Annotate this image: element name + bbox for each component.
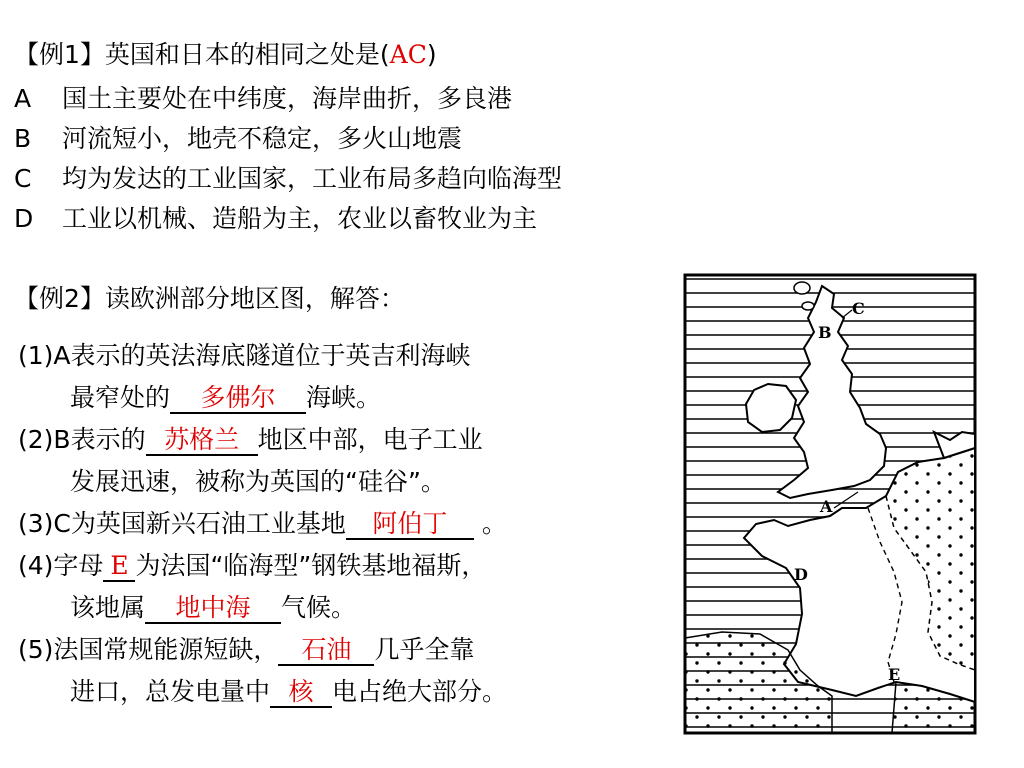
option-letter: C: [14, 164, 32, 193]
q5-prefix: (5): [18, 635, 54, 664]
ex2-q3: [18, 506, 507, 542]
q3-post: 。: [473, 509, 507, 538]
q5-line2-post: 电占绝大部分。: [332, 677, 508, 706]
q4-prefix: (4): [18, 551, 54, 580]
q5-pre: 法国常规能源短缺，: [53, 635, 279, 664]
ex2-q5-line1: [18, 632, 474, 668]
option-text: 工业以机械、造船为主，农业以畜牧业为主: [62, 204, 538, 233]
map-label-a: A: [820, 497, 833, 516]
q3-prefix: (3): [18, 509, 54, 538]
q3-pre: C为英国新兴石油工业基地: [53, 509, 346, 538]
option-letter: B: [14, 124, 32, 153]
q5-line2-pre: 进口，总发电量中: [70, 677, 271, 706]
q1-answer: 多佛尔: [170, 384, 306, 414]
option-letter: D: [14, 204, 34, 233]
ex1-option-a: [14, 82, 512, 116]
q5-post: 几乎全靠: [374, 635, 475, 664]
ex2-q2-line1: [18, 422, 483, 458]
ex2-q2-line2: 发展迅速，被称为英国的“硅谷”。: [70, 467, 446, 496]
ex1-option-c: [14, 162, 562, 196]
ex1-option-b: [14, 122, 462, 156]
map-label-d: D: [794, 565, 808, 584]
q5-answer: 石油: [278, 636, 374, 666]
map-label-e: E: [888, 665, 901, 684]
q4-post: 为法国“临海型”钢铁基地福斯，: [135, 551, 487, 580]
q3-answer: 阿伯丁: [346, 510, 474, 540]
q4-answer: E: [103, 552, 135, 582]
ex1-question-close: ): [426, 40, 437, 69]
island-shetland: [794, 282, 810, 294]
option-text: 国土主要处在中纬度，海岸曲折，多良港: [62, 84, 513, 113]
q1-line2-post: 海峡。: [306, 383, 382, 412]
q4-line2-pre: 该地属: [70, 593, 146, 622]
ex2-q4-line2: [18, 590, 356, 626]
ex2-q4-line1: [18, 548, 486, 584]
ex1-answer: AC: [389, 40, 427, 69]
q2-post: 地区中部，电子工业: [257, 425, 483, 454]
q2-pre: B表示的: [53, 425, 146, 454]
ex1-question: [14, 38, 437, 72]
ex2-title: 【例2】读欧洲部分地区图，解答：: [14, 284, 405, 313]
option-text: 均为发达的工业国家，工业布局多趋向临海型: [62, 164, 563, 193]
q1-prefix: (1): [18, 341, 54, 370]
q4-line2-post: 气候。: [281, 593, 357, 622]
option-text: 河流短小，地壳不稳定，多火山地震: [62, 124, 463, 153]
option-letter: A: [14, 84, 32, 113]
ex1-option-d: [14, 202, 537, 236]
q2-prefix: (2): [18, 425, 54, 454]
europe-map: [682, 272, 978, 736]
map-label-b: B: [818, 323, 832, 342]
ex2-q1-line1: [18, 338, 471, 374]
map-label-c: C: [852, 299, 865, 318]
ex2-q1-line2: [18, 380, 381, 416]
ex1-question-text: 【例1】英国和日本的相同之处是(: [14, 40, 390, 69]
q4-answer2: 地中海: [145, 594, 281, 624]
q2-answer: 苏格兰: [146, 426, 258, 456]
q5-answer2: 核: [270, 678, 332, 708]
q4-pre: 字母: [53, 551, 104, 580]
ex2-q5-line2: [18, 674, 507, 710]
q1-text: A表示的英法海底隧道位于英吉利海峡: [53, 341, 471, 370]
island-orkney: [802, 302, 814, 310]
q1-line2-pre: 最窄处的: [70, 383, 171, 412]
